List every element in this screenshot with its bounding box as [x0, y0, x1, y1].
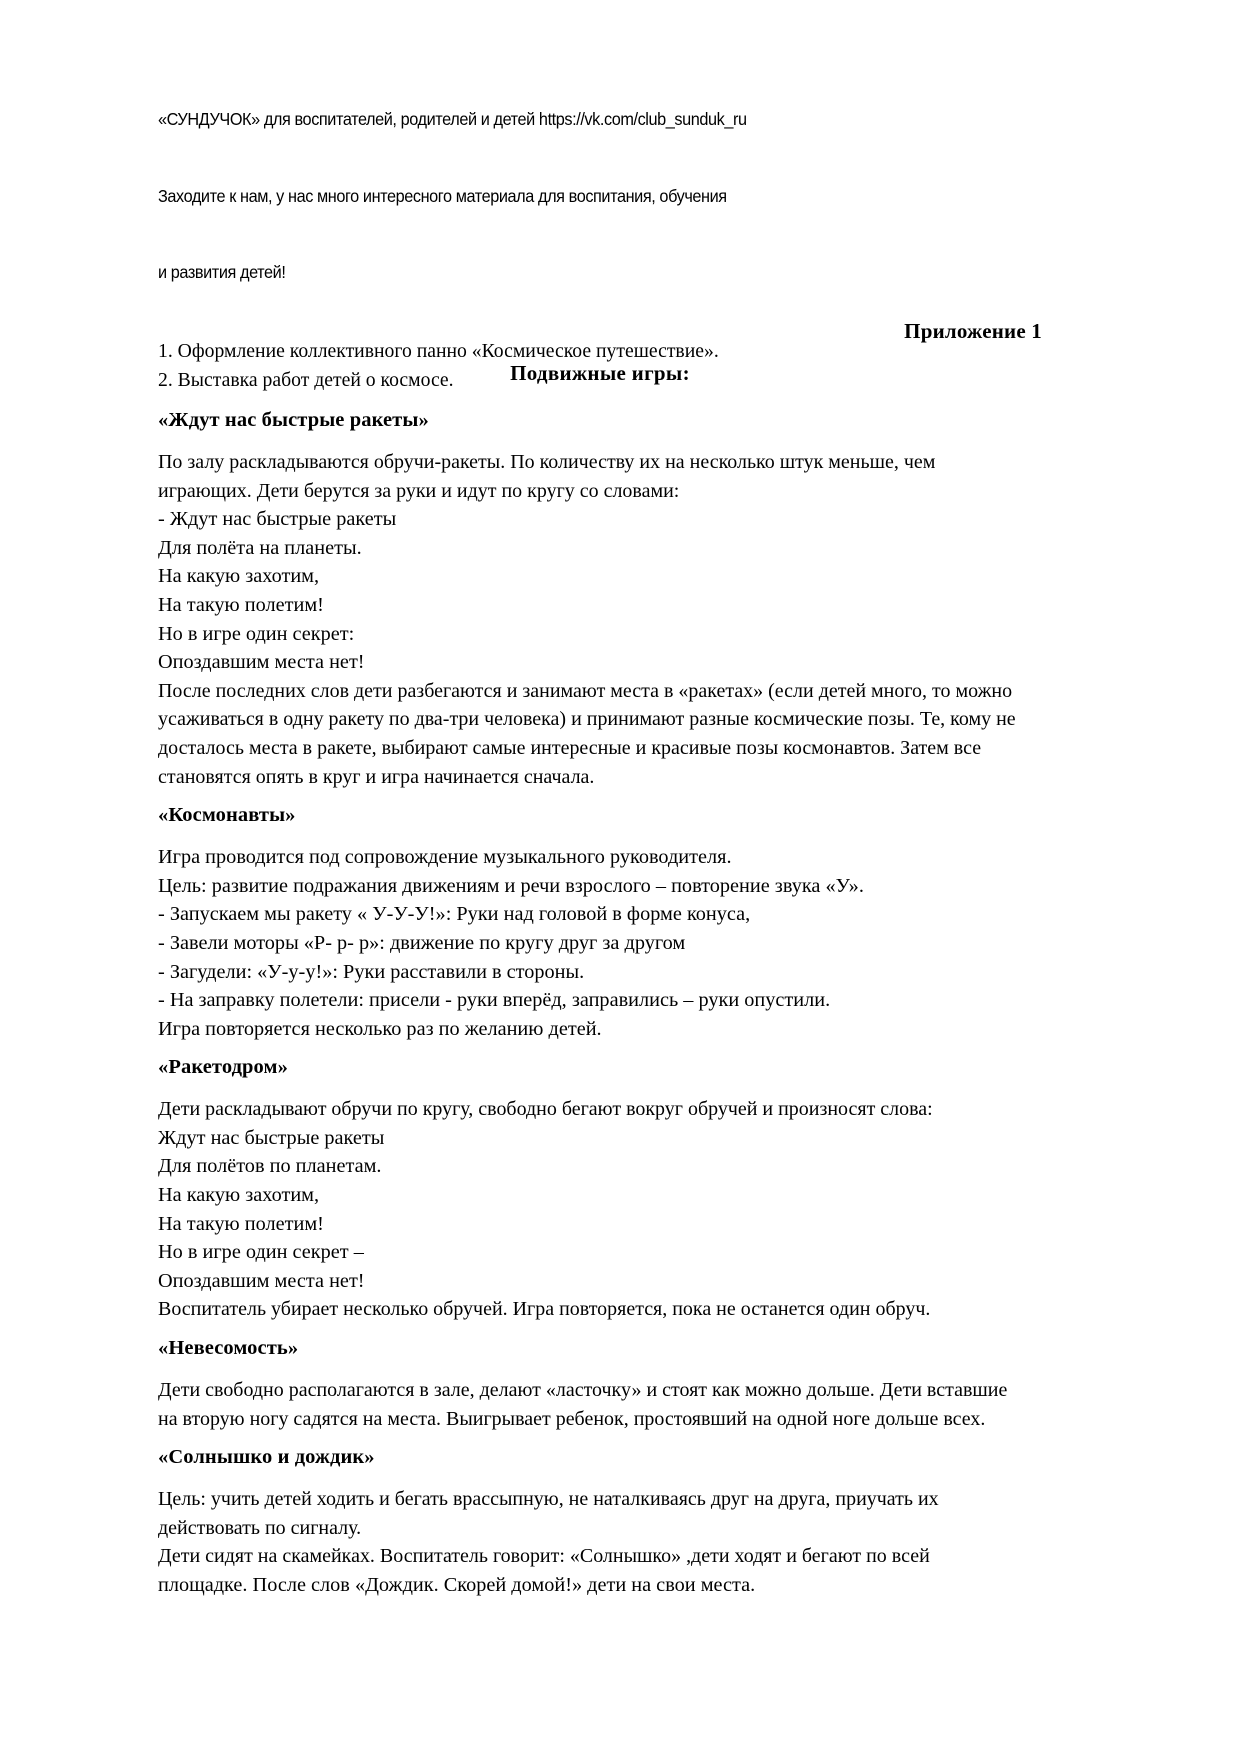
game-section — [158, 1334, 1042, 1433]
game-section — [158, 406, 1042, 791]
game-line: Опоздавшим места нет! — [158, 651, 365, 674]
game-line: Опоздавшим места нет! — [158, 1269, 365, 1292]
game-section — [158, 1443, 1042, 1599]
game-line: На такую полетим! — [158, 593, 324, 616]
game-line: Цель: развитие подражания движениям и речи взрослого – повторение звука «У». — [158, 874, 864, 897]
game-line: Дети раскладывают обручи по кругу, свободно бегают вокруг обручей и произносят слова: — [158, 1098, 933, 1121]
game-title: «Ракетодром» — [158, 1056, 288, 1079]
game-title: «Ждут нас быстрые ракеты» — [158, 409, 429, 431]
game-line: На какую захотим, — [158, 1184, 320, 1207]
game-line: - На заправку полетели: присели - руки вперёд, заправились – руки опустили. — [158, 989, 831, 1012]
game-line: Для полётов по планетам. — [158, 1155, 382, 1178]
game-line: На какую захотим, — [158, 565, 320, 588]
game-section — [158, 801, 1042, 1043]
game-title: «Космонавты» — [158, 804, 296, 827]
game-lines — [158, 505, 1042, 677]
game-line: - Загудели: «У-у-у!»: Руки расставили в стороны. — [158, 960, 585, 983]
appendix-label: Приложение 1 — [904, 319, 1042, 343]
game-intro-paragraph: По залу раскладываются обручи-ракеты. По количеству их на несколько штук меньше, чем играющих. Дети берутся за руки и идут по кругу со словами: — [158, 451, 936, 502]
page-title: Подвижные игры: — [510, 361, 690, 385]
game-title: «Невесомость» — [158, 1337, 299, 1360]
numbered-item-2: 2. Выставка работ детей о космосе. — [158, 368, 454, 391]
promo-line-1: «СУНДУЧОК» для воспитателей, родителей и детей https://vk.com/club_sunduk_ru — [158, 109, 747, 129]
game-line: Игра повторяется несколько раз по желанию детей. — [158, 1017, 602, 1040]
game-lines — [158, 1095, 1042, 1324]
games-list — [158, 398, 1042, 1600]
game-line: Воспитатель убирает несколько обручей. Игра повторяется, пока не останется один обруч. — [158, 1298, 931, 1321]
game-line: Ждут нас быстрые ракеты — [158, 1126, 385, 1149]
game-line: Но в игре один секрет – — [158, 1241, 364, 1264]
game-line: - Завели моторы «Р- р- р»: движение по кругу друг за другом — [158, 931, 686, 954]
numbered-item-1: 1. Оформление коллективного панно «Космическое путешествие». — [158, 339, 719, 362]
game-line: - Запускаем мы ракету « У-У-У!»: Руки над головой в форме конуса, — [158, 903, 751, 926]
promo-line-2: Заходите к нам, у нас много интересного материала для воспитания, обучения — [158, 185, 727, 206]
game-intro-paragraph: Цель: учить детей ходить и бегать врассыпную, не наталкиваясь друг на друга, приучать их действовать по сигналу. — [158, 1488, 939, 1539]
game-line: На такую полетим! — [158, 1212, 324, 1235]
game-line: Но в игре один секрет: — [158, 622, 355, 645]
promo-line-3: и развития детей! — [158, 262, 286, 282]
game-line: Дети сидят на скамейках. Воспитатель говорит: «Солнышко» ,дети ходят и бегают по всей — [158, 1545, 930, 1568]
game-line: Игра проводится под сопровождение музыкального руководителя. — [158, 846, 732, 869]
promo-lines — [158, 56, 980, 337]
game-line: Для полёта на планеты. — [158, 536, 362, 559]
game-lines — [158, 1542, 1042, 1599]
game-line: - Ждут нас быстрые ракеты — [158, 508, 397, 531]
game-title: «Солнышко и дождик» — [158, 1446, 375, 1469]
game-intro-paragraph: Дети свободно располагаются в зале, делают «ласточку» и стоят как можно дольше. Дети вставшие на вторую ногу садятся на места. Выигрывает ребенок, простоявший на одной ноге дольше всех. — [158, 1379, 1008, 1430]
game-outro-paragraph: После последних слов дети разбегаются и занимают места в «ракетах» (если детей много, то можно усаживаться в одну ракету по два-три человека) и принимают разные космические позы. Те, кому не досталось места в ракете, выбирают самые интересные и красивые позы космонавтов. Затем все становятся опять в круг и игра начинается сначала. — [158, 679, 1016, 788]
game-section — [158, 1053, 1042, 1324]
game-lines — [158, 843, 1042, 1043]
game-line: площадке. После слов «Дождик. Скорей домой!» дети на свои места. — [158, 1574, 756, 1596]
